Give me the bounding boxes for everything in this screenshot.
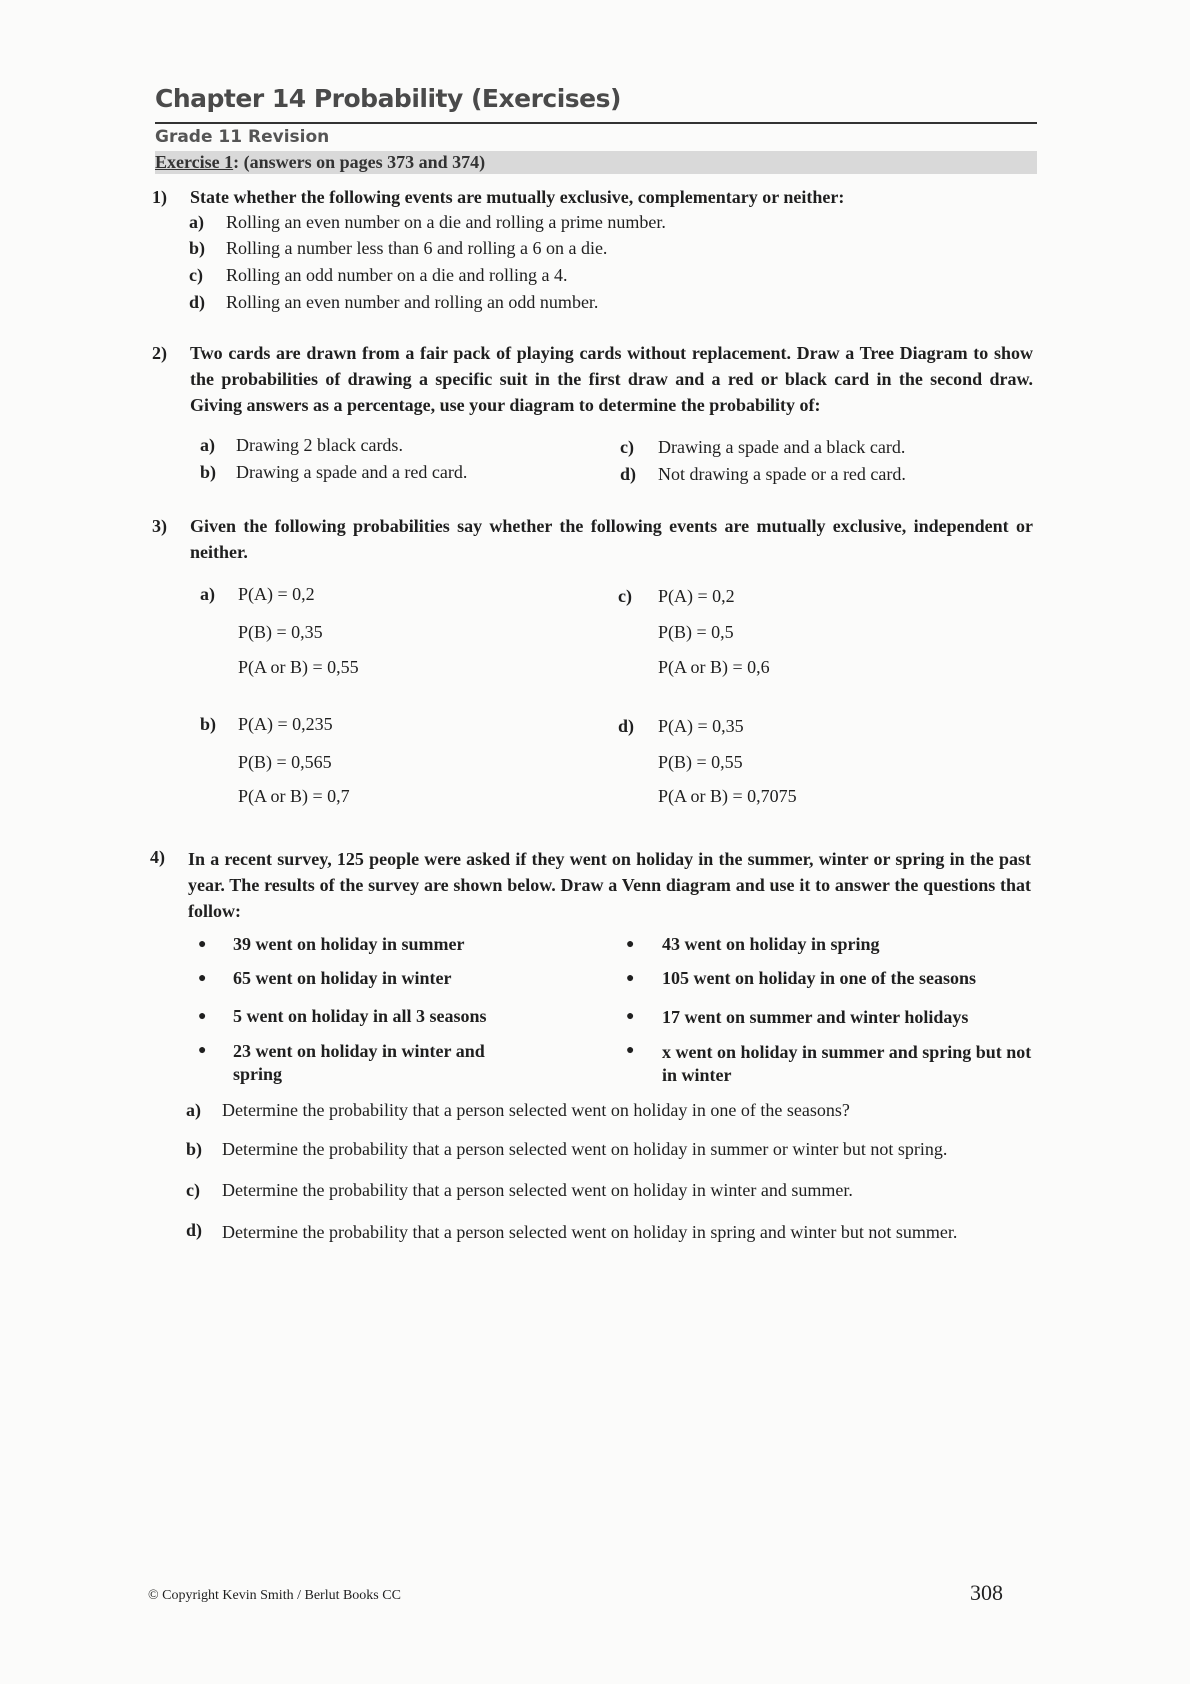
exercise-label: Exercise 1 <box>155 152 234 172</box>
q4-d-text: Determine the probability that a person selected went on holiday in spring and winter but not summer. <box>222 1222 958 1242</box>
q4-bullet: 23 went on holiday in winter and spring <box>233 1041 485 1084</box>
q2-c-text: Drawing a spade and a black card. <box>658 437 906 457</box>
q3-b-line1: P(A) = 0,235 <box>238 714 333 734</box>
grade-subtitle: Grade 11 Revision <box>155 127 330 147</box>
q2-b-label: b) <box>200 462 217 482</box>
chapter-title: Chapter 14 Probability (Exercises) <box>155 84 621 113</box>
copyright: © Copyright Kevin Smith / Berlut Books CC <box>148 1588 401 1603</box>
q4-bullet: 43 went on holiday in spring <box>662 934 880 954</box>
bullet-icon: ● <box>626 1043 635 1058</box>
q4-a-label: a) <box>186 1100 201 1120</box>
q1-c-text: Rolling an odd number on a die and rolling a 4. <box>226 265 568 285</box>
q3-c-line1: P(A) = 0,2 <box>658 586 735 606</box>
q3-b-line2: P(B) = 0,565 <box>238 752 332 772</box>
q4-b-label: b) <box>186 1139 203 1159</box>
q1-c-label: c) <box>189 265 203 285</box>
q1-a-text: Rolling an even number on a die and rolling a prime number. <box>226 212 666 232</box>
q4-bullet: 39 went on holiday in summer <box>233 934 465 954</box>
q2-d-text: Not drawing a spade or a red card. <box>658 464 906 484</box>
q2-number: 2) <box>152 343 167 363</box>
q2-b-text: Drawing a spade and a red card. <box>236 462 468 482</box>
bullet-icon: ● <box>626 971 635 986</box>
q3-d-line1: P(A) = 0,35 <box>658 716 744 736</box>
q1-d-label: d) <box>189 292 206 312</box>
title-rule <box>155 122 1037 124</box>
q4-text: In a recent survey, 125 people were asked if they went on holiday in the summer, winter or spring in the past year. The results of the survey are shown below. Draw a Venn diagram and use it to answer the questions that follow: <box>188 849 1031 921</box>
q4-d-label: d) <box>186 1220 203 1240</box>
q3-a-label: a) <box>200 584 215 604</box>
q3-a-line2: P(B) = 0,35 <box>238 622 323 642</box>
q1-text: State whether the following events are mutually exclusive, complementary or neither: <box>190 187 845 207</box>
q1-b-label: b) <box>189 238 206 258</box>
q3-d-label: d) <box>618 716 635 736</box>
bullet-icon: ● <box>626 937 635 952</box>
q4-bullet: 65 went on holiday in winter <box>233 968 452 988</box>
q3-c-label: c) <box>618 586 632 606</box>
q4-c-label: c) <box>186 1180 200 1200</box>
q3-b-line3: P(A or B) = 0,7 <box>238 786 350 806</box>
exercise-heading <box>155 152 485 173</box>
q1-a-label: a) <box>189 212 204 232</box>
q1-d-text: Rolling an even number and rolling an odd number. <box>226 292 599 312</box>
q3-c-line3: P(A or B) = 0,6 <box>658 657 770 677</box>
q4-bullet: 5 went on holiday in all 3 seasons <box>233 1006 487 1026</box>
q4-bullet: 105 went on holiday in one of the seasons <box>662 968 977 988</box>
q3-c-line2: P(B) = 0,5 <box>658 622 734 642</box>
bullet-icon: ● <box>198 1043 207 1058</box>
q1-number: 1) <box>152 187 167 207</box>
q2-a-label: a) <box>200 435 215 455</box>
q4-bullet: 17 went on summer and winter holidays <box>662 1007 969 1027</box>
bullet-icon: ● <box>198 1009 207 1024</box>
q2-d-label: d) <box>620 464 637 484</box>
bullet-icon: ● <box>626 1009 635 1024</box>
q3-text: Given the following probabilities say whether the following events are mutually exclusive, independent or neither. <box>190 516 1033 562</box>
q3-b-label: b) <box>200 714 217 734</box>
q3-a-line1: P(A) = 0,2 <box>238 584 315 604</box>
q1-b-text: Rolling a number less than 6 and rolling a 6 on a die. <box>226 238 608 258</box>
q3-d-line3: P(A or B) = 0,7075 <box>658 786 797 806</box>
q2-text: Two cards are drawn from a fair pack of playing cards without replacement. Draw a Tree Diagram to show the probabilities of drawing a specific suit in the first draw and a red or black card in the second draw. Giving answers as a percentage, use your diagram to determine the probability of: <box>190 343 1033 415</box>
q4-a-text: Determine the probability that a person selected went on holiday in one of the seasons? <box>222 1100 850 1120</box>
q3-a-line3: P(A or B) = 0,55 <box>238 657 359 677</box>
page-number: 308 <box>970 1580 1003 1605</box>
q3-d-line2: P(B) = 0,55 <box>658 752 743 772</box>
bullet-icon: ● <box>198 937 207 952</box>
q4-number: 4) <box>150 847 165 867</box>
q2-c-label: c) <box>620 437 634 457</box>
exercise-note: : (answers on pages 373 and 374) <box>233 152 486 172</box>
q4-b-text: Determine the probability that a person selected went on holiday in summer or winter but not spring. <box>222 1139 948 1159</box>
bullet-icon: ● <box>198 971 207 986</box>
q2-a-text: Drawing 2 black cards. <box>236 435 403 455</box>
q4-bullet: x went on holiday in summer and spring but not in winter <box>662 1042 1032 1085</box>
q3-number: 3) <box>152 516 167 536</box>
q4-c-text: Determine the probability that a person selected went on holiday in winter and summer. <box>222 1180 853 1200</box>
